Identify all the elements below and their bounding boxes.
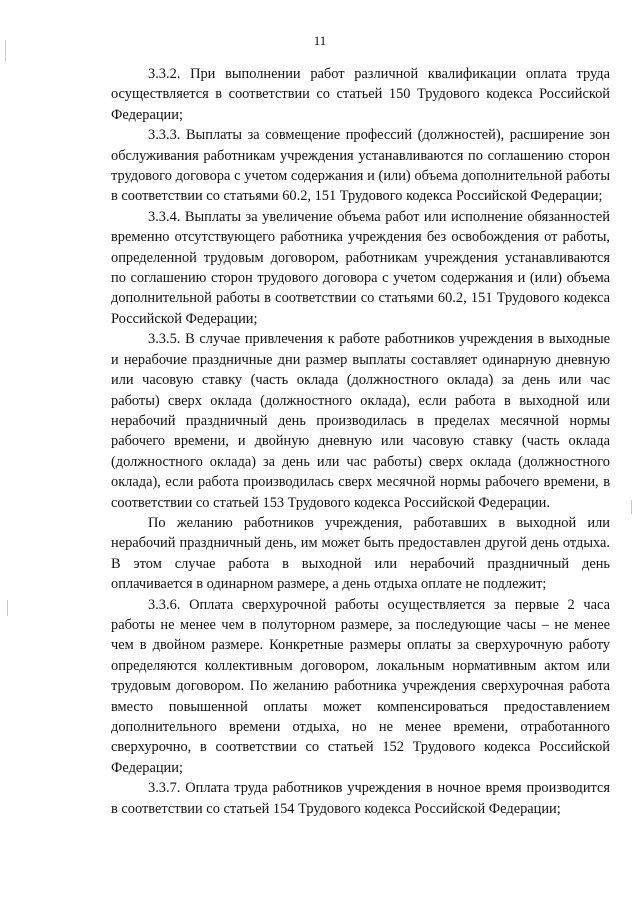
scan-edge-mark <box>7 600 8 616</box>
paragraph-3-3-5-continued: По желанию работников учреждения, работавших в выходной или нерабочий праздничный день, им может быть предоставлен другой день отдыха. В этом случае работа в выходной или нерабочий праздничный день оплачивается в одинарном размере, а день отдыха оплате не подлежит; <box>111 514 610 593</box>
paragraph-3-3-2: 3.3.2. При выполнении работ различной квалификации оплата труда осуществляется в соответствии со статьей 150 Трудового кодекса Российской Федерации; <box>111 66 610 123</box>
paragraph-3-3-5: 3.3.5. В случае привлечения к работе работников учреждения в выходные и нерабочие праздничные дни размер выплаты составляет одинарную дневную или часовую ставку (часть оклада (должностного оклада) за день или час работы) сверх оклада (должностного оклада), если работа в выходной или нерабочий праздничный день производилась в пределах месячной нормы рабочего времени, и двойную дневную или часовую ставку (часть оклада (должностного оклада) за день или час работы) сверх оклада (должностного оклада), если работа производилась сверх месячной нормы рабочего времени, в соответствии со статьей 153 Трудового кодекса Российской Федерации. <box>111 331 610 511</box>
document-body <box>111 64 610 819</box>
page-number: 11 <box>313 33 327 48</box>
paragraph-3-3-4: 3.3.4. Выплаты за увеличение объема работ или исполнение обязанностей временно отсутствующего работника учреждения без освобождения от работы, определенной трудовым договором, работникам учреждения устанавливаются по соглашению сторон трудового договора с учетом содержания и (или) объема дополнительной работы в соответствии со статьями 60.2, 151 Трудового кодекса Российской Федерации; <box>111 208 610 327</box>
scan-edge-mark <box>631 500 632 514</box>
paragraph-3-3-3: 3.3.3. Выплаты за совмещение профессий (должностей), расширение зон обслуживания работникам учреждения устанавливаются по соглашению сторон трудового договора с учетом содержания и (или) объема дополнительной работы в соответствии со статьями 60.2, 151 Трудового кодекса Российской Федерации; <box>111 127 610 205</box>
paragraph-3-3-6: 3.3.6. Оплата сверхурочной работы осуществляется за первые 2 часа работы не менее чем в полуторном размере, за последующие часы – не менее чем в двойном размере. Конкретные размеры оплаты за сверхурочную работу определяются коллективным договором, локальным нормативным актом или трудовым договором. По желанию работника учреждения сверхурочная работа вместо повышенной оплаты может компенсироваться предоставлением дополнительного времени отдыха, но не менее времени, отработанного сверхурочно, в соответствии со статьей 152 Трудового кодекса Российской Федерации; <box>111 596 610 776</box>
paragraph-3-3-7: 3.3.7. Оплата труда работников учреждения в ночное время производится в соответствии со статьей 154 Трудового кодекса Российской Федерации; <box>111 780 610 817</box>
